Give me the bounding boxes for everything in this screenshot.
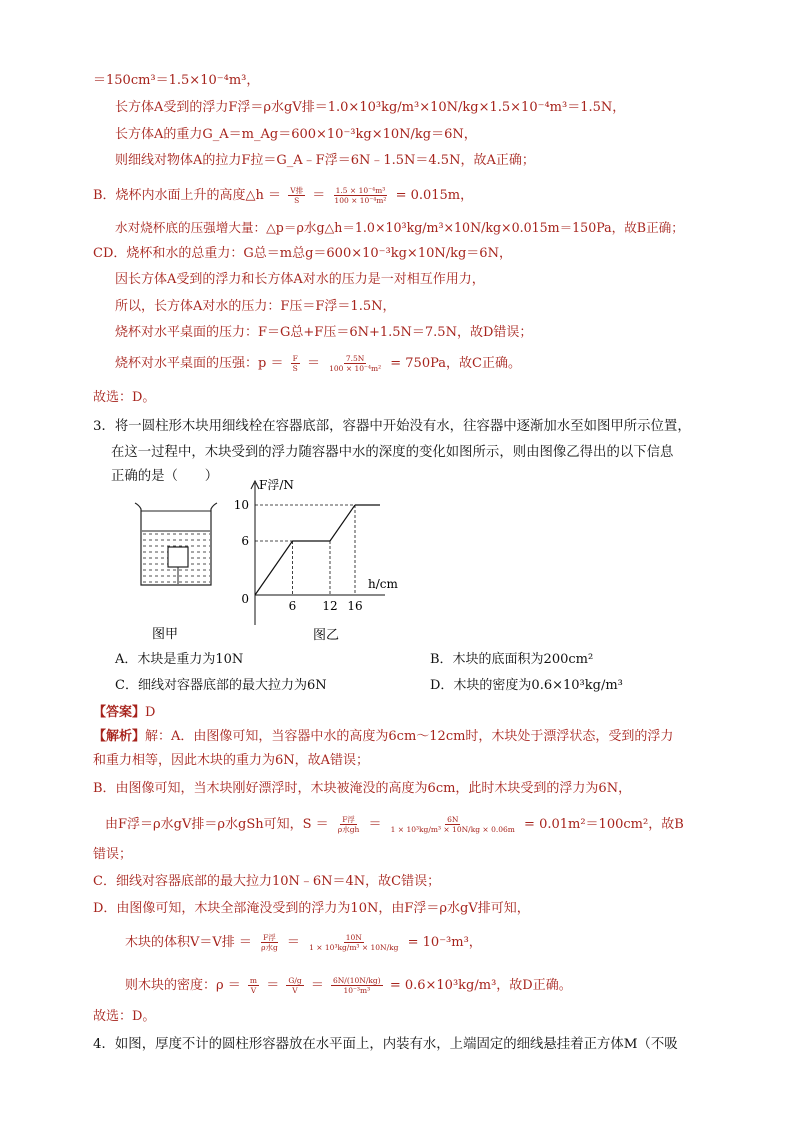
- numerator: F浮: [263, 933, 276, 942]
- y-tick-label: 10: [233, 498, 249, 512]
- text-line: 错误；: [93, 847, 133, 862]
- text: = 750Pa，故C正确。: [390, 356, 521, 371]
- text: 则木块的密度：ρ ＝: [125, 978, 241, 993]
- question-3-text: 正确的是（ ）: [111, 469, 219, 484]
- fraction: [248, 976, 259, 995]
- numerator: V排: [290, 186, 304, 195]
- formula-line: 则木块的密度：ρ ＝ $\frac{m}{V}$ ＝ $\frac{G/g}{V}$ ＝ $\frac{6N/(10N/kg)}{\text{10⁻³m³}}$ = 0.6×10³kg/m³，故D正确。: [125, 976, 572, 995]
- series-segment: [330, 505, 355, 541]
- text-line: 因长方体A受到的浮力和长方体A对水的压力是一对相互作用力，: [115, 272, 485, 287]
- fraction: [288, 186, 305, 205]
- numerator: 10N: [345, 933, 362, 942]
- formula-line: 烧杯对水平桌面的压强：p ＝ $\frac{F}{S}$ ＝ $\frac{7.5N}{\text{100 × 10⁻⁴m²}}$ = 750Pa，故C正确。: [115, 354, 521, 373]
- denominator: V: [250, 986, 257, 995]
- text: 由F浮＝ρ水gV排＝ρ水gSh可知，S ＝: [105, 817, 329, 832]
- text: B．烧杯内水面上升的高度△h ＝: [93, 188, 282, 203]
- numerator: F浮: [342, 815, 355, 824]
- text: = 0.01m²＝100cm²，故B: [524, 817, 684, 832]
- text: = 10⁻³m³，: [407, 935, 482, 950]
- numerator: 1.5 × 10⁻⁴m³: [335, 186, 386, 195]
- analysis-tag: 【解析】: [93, 729, 146, 744]
- fraction: [286, 976, 303, 995]
- question-3-text: 在这一过程中，木块受到的浮力随容器中水的深度的变化如图所示，则由图像乙得出的以下信息: [111, 445, 674, 460]
- denominator: ρ水gh: [337, 825, 360, 834]
- text-line: 则细线对物体A的拉力F拉＝G_A﹣F浮＝6N﹣1.5N＝4.5N，故A正确；: [115, 153, 535, 168]
- series-segment: [255, 541, 293, 595]
- numerator: m: [249, 976, 258, 985]
- text-line: D．由图像可知，木块全部淹没受到的浮力为10N，由F浮＝ρ水gV排可知，: [93, 901, 530, 916]
- text-line: 烧杯对水平桌面的压力：F＝G总+F压＝6N+1.5N＝7.5N，故D错误；: [115, 325, 533, 340]
- text: 解：A．由图像可知，当容器中水的高度为6cm～12cm时，木块处于漂浮状态，受到的浮力: [145, 729, 674, 744]
- option-a: A．木块是重力为10N: [115, 652, 244, 667]
- text: = 0.6×10³kg/m³，故D正确。: [389, 978, 572, 993]
- text-line: 所以，长方体A对水的压力：F压＝F浮＝1.5N，: [115, 299, 396, 314]
- figure-jia-label: 图甲: [152, 627, 179, 642]
- numerator: F: [292, 354, 298, 363]
- y-tick-label: 6: [241, 534, 249, 548]
- fraction: [332, 186, 388, 205]
- y-axis-label: F浮/N: [259, 478, 294, 492]
- denominator: S: [292, 364, 298, 373]
- text-line: B．由图像可知，当木块刚好漂浮时，木块被淹没的高度为6cm，此时木块受到的浮力为6N，: [93, 781, 632, 796]
- text-line: 和重力相等，因此木块的重力为6N，故A错误；: [93, 753, 370, 768]
- denominator: S: [294, 196, 300, 205]
- text: 烧杯对水平桌面的压强：p ＝: [115, 356, 284, 371]
- denominator: V: [292, 986, 298, 995]
- denominator: 100 × 10⁻⁴m²: [329, 364, 382, 373]
- x-tick-label: 16: [347, 599, 363, 613]
- text-line: 故选：D。: [93, 390, 156, 405]
- x-tick-label: 12: [322, 599, 338, 613]
- numerator: 6N: [447, 815, 459, 824]
- option-d: D．木块的密度为0.6×10³kg/m³: [430, 678, 623, 693]
- fraction: [331, 976, 383, 995]
- text-line: 长方体A的重力G_A＝m_Ag＝600×10⁻³kg×10N/kg＝6N，: [115, 127, 477, 142]
- option-c: C．细线对容器底部的最大拉力为6N: [115, 678, 327, 693]
- text-line: ＝150cm³＝1.5×10⁻⁴m³，: [93, 73, 260, 88]
- x-axis-label: h/cm: [368, 577, 398, 591]
- formula-line: B．烧杯内水面上升的高度△h ＝ $\frac{\text{V排}}{S}$ ＝ $\frac{\text{1.5 × 10⁻⁴m³}}{\text{100 × 10⁻⁴m²}}$ = 0.015m，: [93, 186, 474, 205]
- answer-value: D: [145, 705, 156, 720]
- text-line: 水对烧杯底的压强增大量：△p＝ρ水g△h＝1.0×10³kg/m³×10N/kg×0.015m＝150Pa，故B正确；: [115, 220, 684, 235]
- text-line: CD．烧杯和水的总重力：G总＝m总g＝600×10⁻³kg×10N/kg＝6N，: [93, 246, 512, 261]
- fraction: [336, 815, 362, 834]
- figure-yi-label: 图乙: [313, 628, 340, 643]
- question-4-text: 4．如图，厚度不计的圆柱形容器放在水平面上，内装有水，上端固定的细线悬挂着正方体M（不吸: [93, 1037, 678, 1052]
- fraction: [389, 815, 517, 834]
- x-tick-label: 6: [288, 599, 297, 613]
- denominator: ρ水g: [261, 943, 278, 952]
- text-line: 长方体A受到的浮力F浮＝ρ水gV排＝1.0×10³kg/m³×10N/kg×1.5×10⁻⁴m³＝1.5N，: [115, 100, 626, 115]
- fraction: [307, 933, 400, 952]
- denominator: 1 × 10³kg/m³ × 10N/kg: [309, 943, 399, 952]
- y-tick-label: 0: [241, 592, 249, 606]
- fraction: [291, 354, 300, 373]
- denominator: 1 × 10³kg/m³ × 10N/kg × 0.06m: [390, 825, 515, 834]
- text-line: C．细线对容器底部的最大拉力10N﹣6N＝4N，故C错误；: [93, 874, 441, 889]
- analysis-line: [93, 728, 673, 746]
- text: 木块的体积V＝V排 ＝: [125, 935, 252, 950]
- numerator: 6N/(10N/kg): [332, 976, 381, 985]
- figure-jia-beaker: [125, 495, 225, 645]
- denominator: 10⁻³m³: [343, 986, 371, 995]
- denominator: 100 × 10⁻⁴m²: [334, 196, 387, 205]
- text: = 0.015m，: [395, 188, 474, 203]
- figure-yi-chart: [225, 475, 415, 645]
- answer-line: [93, 704, 155, 722]
- formula-line: 木块的体积V＝V排 ＝ $\frac{\text{F浮}}{\text{ρ水g}}$ ＝ $\frac{10N}{\text{1 × 10³kg/m³ × 10N/kg}}$ = 10⁻³m³，: [125, 933, 482, 952]
- numerator: G/g: [288, 976, 302, 985]
- option-b: B．木块的底面积为200cm²: [430, 652, 594, 667]
- fraction: [259, 933, 280, 952]
- formula-line: 由F浮＝ρ水gV排＝ρ水gSh可知，S ＝ $\frac{\text{F浮}}{\text{ρ水gh}}$ ＝ $\frac{6N}{\text{1 × 10³kg/m³ × 10N/kg × 0.06m}}$ = 0.01m²＝100cm²，故B: [105, 815, 684, 834]
- answer-tag: 【答案】: [93, 705, 146, 720]
- text-line: 故选：D。: [93, 1009, 156, 1024]
- question-3-text: 3．将一圆柱形木块用细线栓在容器底部，容器中开始没有水，往容器中逐渐加水至如图甲所示位置，: [93, 419, 691, 434]
- fraction: [327, 354, 383, 373]
- numerator: 7.5N: [345, 354, 365, 363]
